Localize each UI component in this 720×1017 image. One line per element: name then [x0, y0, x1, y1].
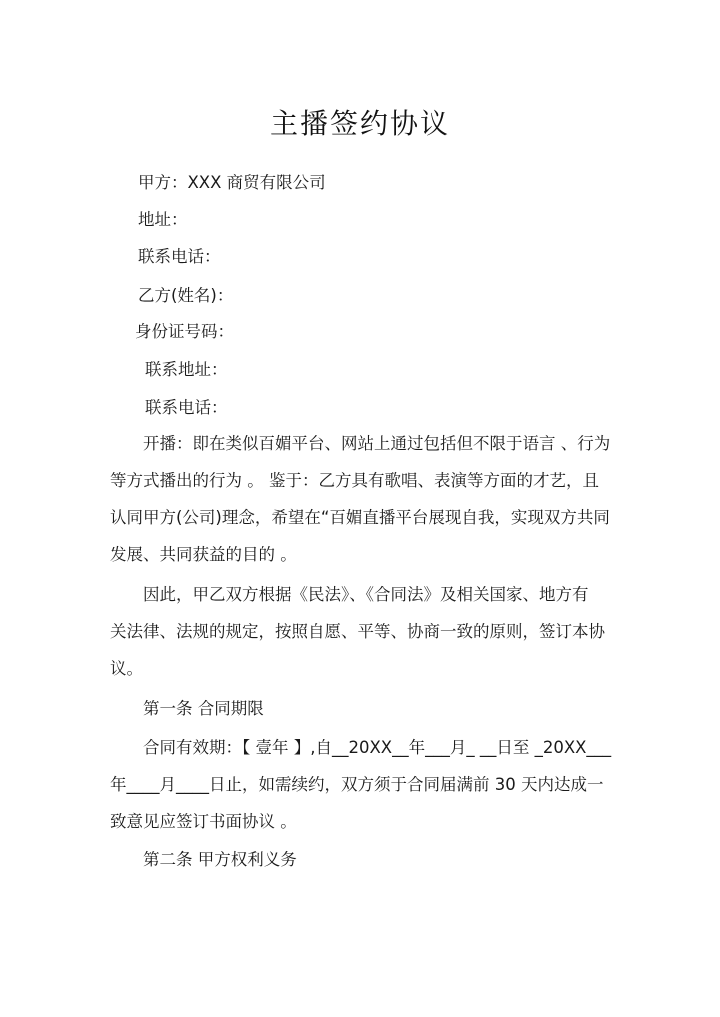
party-b-phone-label: 联系电话：: [145, 398, 228, 417]
party-b-address-label: 联系地址：: [145, 360, 228, 379]
basis-line-2: 关法律、法规的规定，按照自愿、平等、协商一致的原则，签订本协: [110, 622, 605, 641]
basis-line-3: 议。: [110, 659, 143, 678]
party-a-phone-label: 联系电话：: [138, 247, 221, 266]
definition-line-3: 认同甲方(公司)理念，希望在“百媚直播平台展现自我，实现双方共同: [110, 508, 610, 527]
party-a-address-label: 地址：: [138, 210, 188, 229]
definition-line-1: 开播：即在类似百媚平台、网站上通过包括但不限于语言 、行为: [143, 434, 611, 453]
document-title: 主播签约协议: [269, 107, 450, 140]
article-1-line-1: 合同有效期：【 壹年 】,自__20XX__年___月_ __日至 _20XX___: [143, 738, 612, 757]
party-b-name-label: 乙方(姓名)：: [138, 286, 234, 305]
definition-line-4: 发展、共同获益的目的 。: [110, 545, 297, 564]
party-b-id-label: 身份证号码：: [135, 322, 234, 341]
definition-line-2: 等方式播出的行为 。 鉴于：乙方具有歌唱、表演等方面的才艺，且: [110, 471, 599, 490]
article-2-heading: 第二条 甲方权利义务: [143, 850, 297, 869]
article-1-line-2: 年____月____日止，如需续约，双方须于合同届满前 30 天内达成一: [110, 775, 604, 794]
basis-line-1: 因此，甲乙双方根据《民法》、《合同法》及相关国家、地方有: [143, 585, 589, 604]
article-1-line-3: 致意见应签订书面协议 。: [110, 812, 297, 831]
party-a-name: 甲方：XXX 商贸有限公司: [138, 173, 326, 192]
article-1-heading: 第一条 合同期限: [143, 699, 264, 718]
